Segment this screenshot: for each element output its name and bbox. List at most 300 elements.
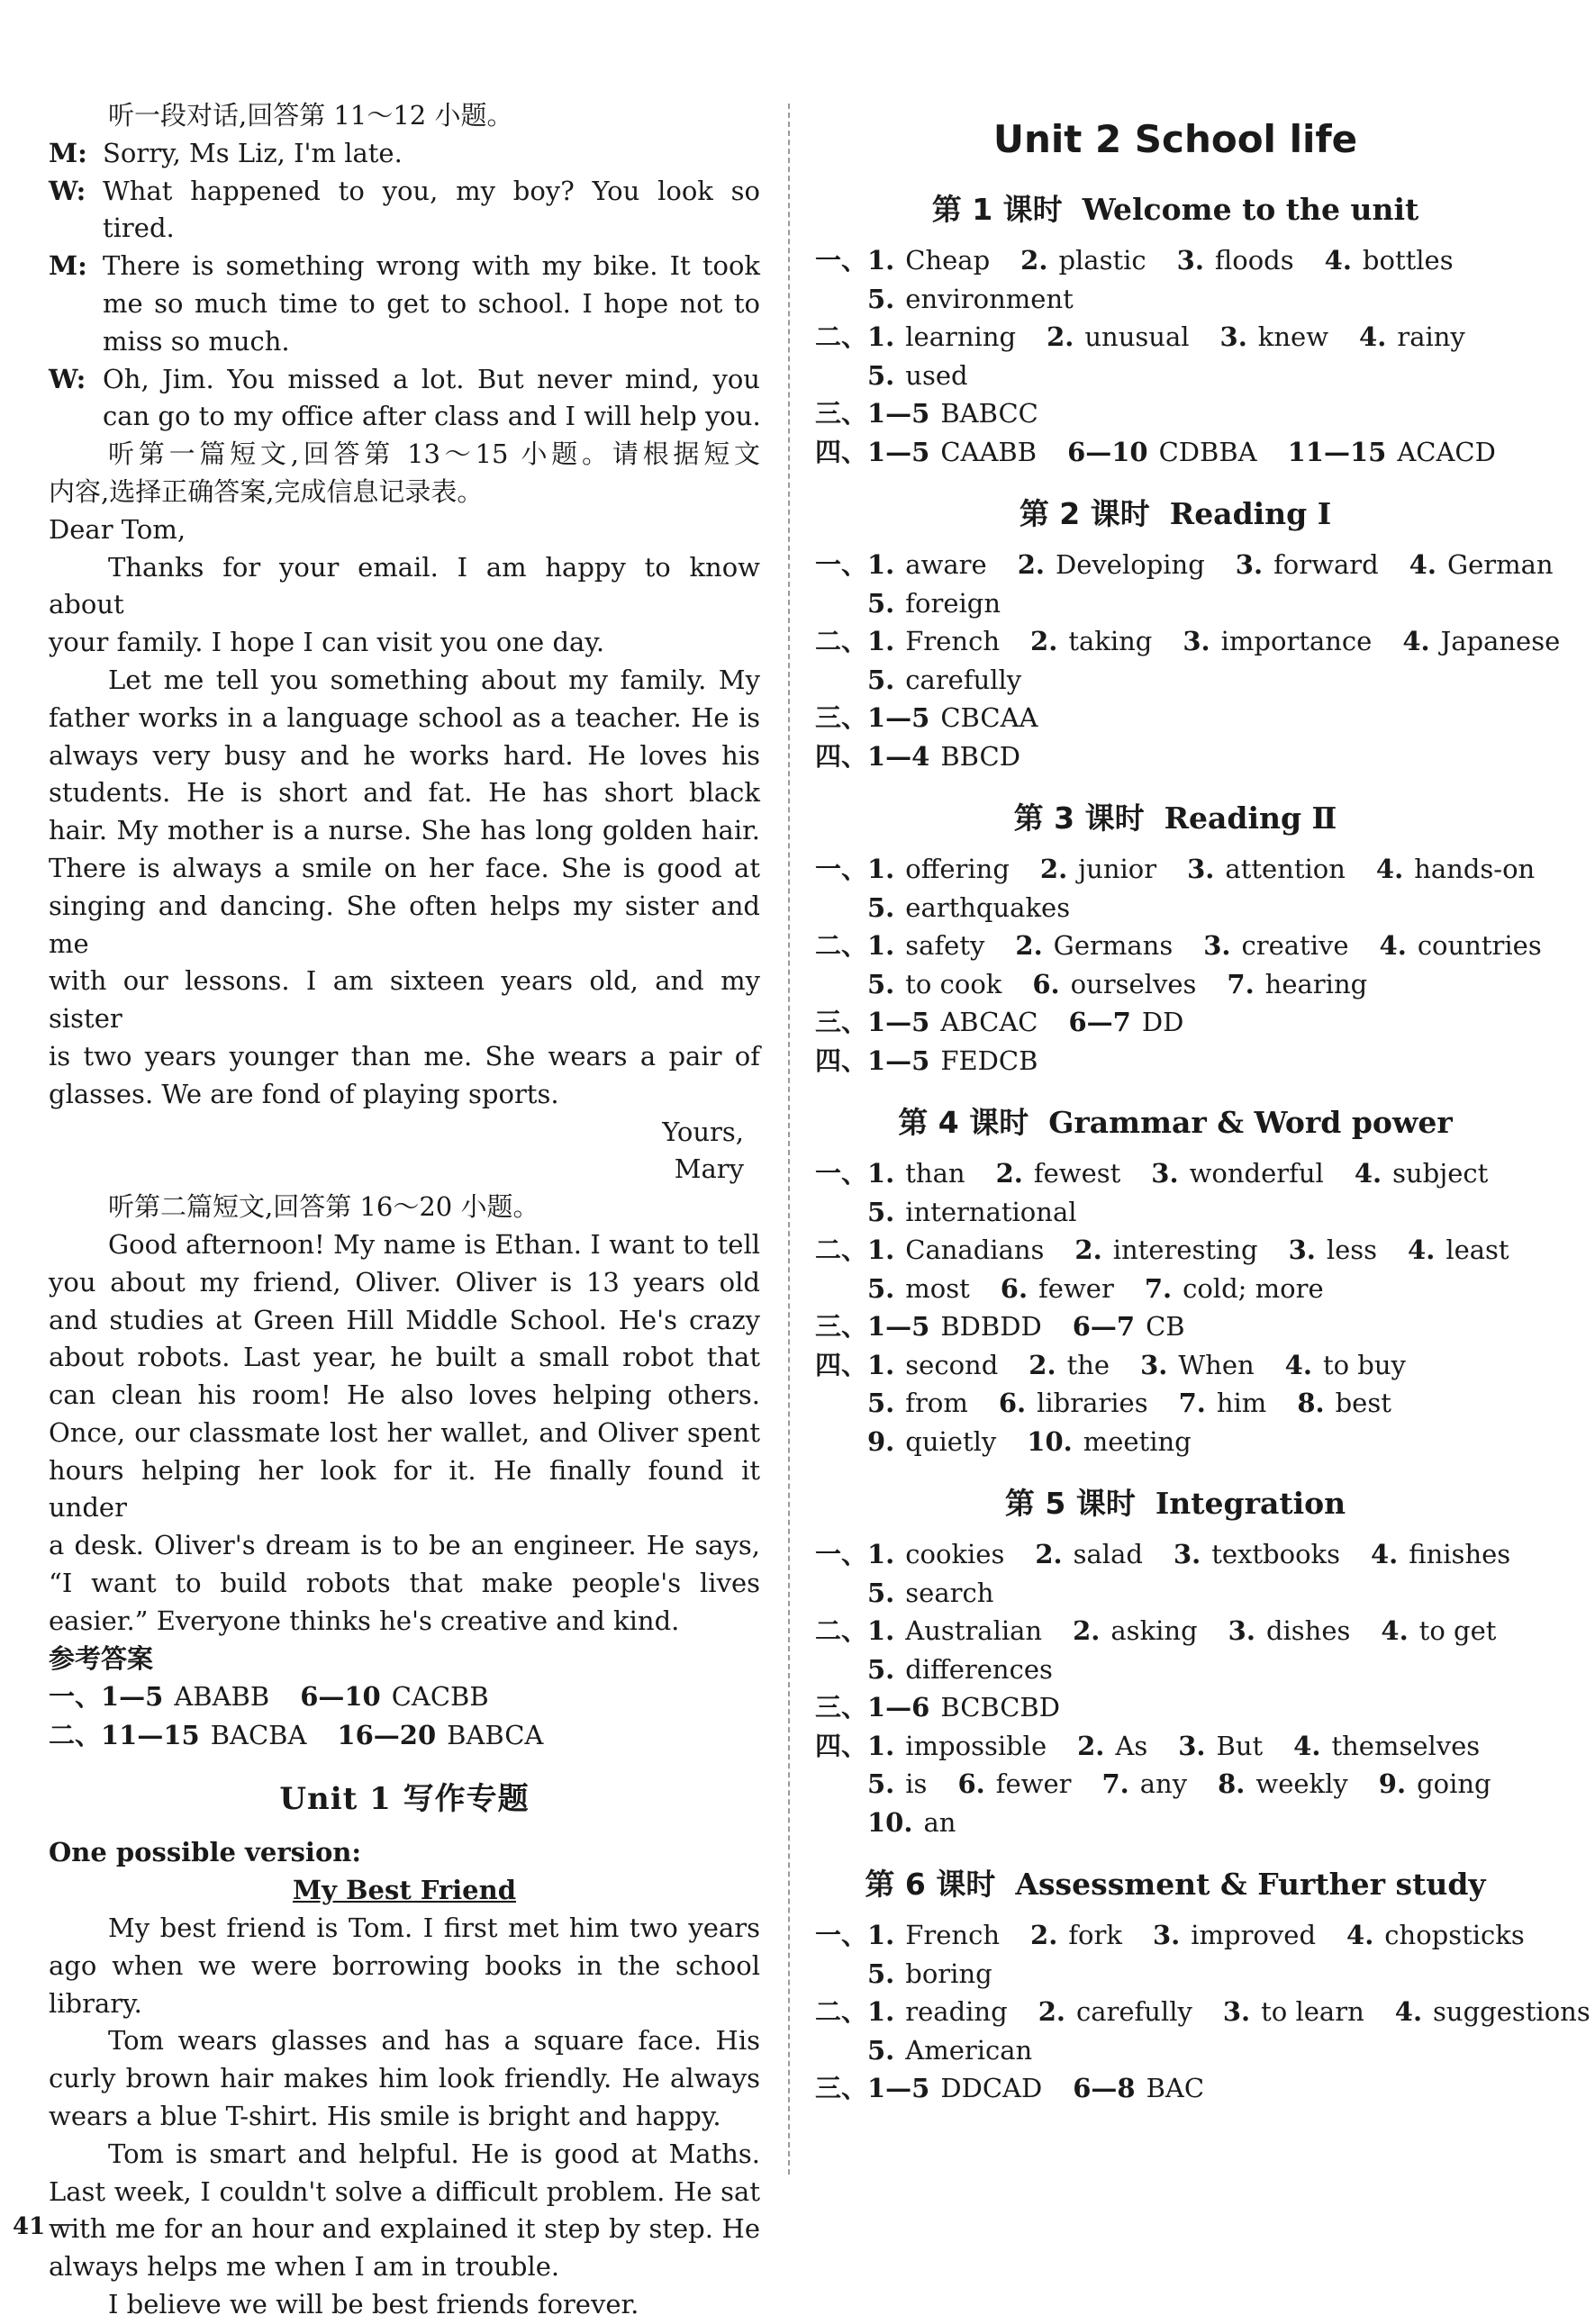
answer-value: environment (905, 283, 1074, 314)
answer-item (867, 1270, 970, 1308)
answer-value: American (905, 2034, 1033, 2066)
answer-item (1179, 1384, 1267, 1423)
answer-value: carefully (905, 664, 1022, 695)
answer-number: 9. (867, 1425, 895, 1457)
section-marker: 三、 (815, 1311, 868, 1342)
answer-number: 7. (1101, 1768, 1129, 1799)
section-marker: 一、 (815, 854, 868, 884)
answer-number: 2. (1035, 1539, 1063, 1569)
answer-number: 4. (1359, 321, 1387, 352)
answer-row (815, 1042, 1536, 1081)
section-marker: 三、 (815, 1692, 868, 1723)
answer-number: 1. (867, 626, 895, 656)
section-marker: 二、 (49, 1719, 102, 1750)
answer-number: 4. (1346, 1920, 1374, 1950)
answer-item (1140, 1346, 1255, 1385)
answer-value: ABCAC (940, 1007, 1038, 1037)
answer-value: is (905, 1768, 928, 1799)
answer-number: 2. (1047, 321, 1074, 352)
passage2-line: hours helping her look for it. He finally found it under (49, 1454, 760, 1524)
answer-value: CBCAA (940, 702, 1038, 733)
answer-number: 3. (1235, 549, 1264, 580)
letter-line: father works in a language school as a teacher. He is (49, 701, 760, 733)
answer-number: 3. (1178, 1730, 1206, 1761)
answer-item (1178, 1727, 1263, 1766)
answer-value: quietly (905, 1425, 997, 1457)
answer-number: 2. (1029, 1349, 1056, 1380)
answer-number: 5. (867, 1196, 895, 1227)
answer-item (1038, 1993, 1192, 2031)
answer-item (867, 661, 1021, 700)
speaker-label: M: (49, 137, 87, 168)
dialog-line (49, 323, 760, 361)
answer-item (867, 1916, 1000, 1955)
answer-item (867, 850, 1010, 889)
answer-item (867, 1955, 992, 1994)
answer-number: 10. (867, 1806, 913, 1838)
answer-item (1218, 1765, 1348, 1804)
answer-value: salad (1073, 1539, 1143, 1569)
answer-value: BBCD (940, 740, 1020, 772)
answer-number: 2. (1073, 1615, 1101, 1646)
essay-line: Tom wears glasses and has a square face. His (108, 2025, 760, 2057)
answer-item (1001, 1270, 1114, 1308)
answer-number: 5. (867, 359, 895, 391)
answer-value: going (1417, 1768, 1491, 1799)
answer-value: libraries (1037, 1388, 1148, 1418)
lesson-number: 第 4 课时 (898, 1105, 1029, 1140)
answer-number: 3. (1173, 1539, 1201, 1569)
answer-number: 4. (1379, 930, 1407, 961)
answer-item (1030, 622, 1152, 661)
answer-number: 1. (867, 321, 895, 352)
essay-line: Tom is smart and helpful. He is good at Maths. (108, 2138, 760, 2169)
answer-number: 3. (1203, 930, 1231, 961)
essay-title: My Best Friend (292, 1875, 516, 1906)
section-marker: 一、 (815, 1920, 868, 1950)
answer-item (1177, 241, 1294, 280)
answer-value: from (905, 1388, 968, 1418)
answer-value: used (905, 359, 968, 391)
answer-number: 3. (1140, 1349, 1168, 1380)
answer-value: dishes (1265, 1615, 1351, 1646)
answer-value: carefully (1075, 1996, 1192, 2027)
section-marker: 二、 (815, 1615, 868, 1646)
answer-number: 2. (1030, 1920, 1058, 1950)
speaker-label: W: (49, 363, 86, 394)
answer-number: 1. (867, 854, 895, 884)
answer-number: 11—15 (1287, 436, 1387, 467)
answer-number: 2. (1038, 1996, 1065, 2027)
answer-number: 5. (867, 1768, 895, 1799)
answer-item (867, 2069, 1042, 2108)
lesson-title (815, 491, 1536, 533)
answer-value: junior (1078, 854, 1157, 884)
answer-value: ABABB (174, 1681, 270, 1713)
answer-number: 1—5 (867, 702, 930, 733)
essay-line: Last week, I couldn't solve a difficult problem. He sat (49, 2175, 760, 2207)
letter-line: Thanks for your email. I am happy to know about (49, 551, 760, 620)
answer-number: 6. (1032, 968, 1060, 999)
answer-value: creative (1241, 930, 1349, 961)
lesson-name: Integration (1155, 1486, 1346, 1521)
section-marker: 一、 (815, 245, 868, 276)
answer-number: 2. (1020, 245, 1048, 276)
answer-value: than (905, 1158, 965, 1189)
passage2-line: Good afternoon! My name is Ethan. I want to tell (108, 1228, 760, 1260)
answer-item (300, 1677, 489, 1716)
answer-value: to learn (1261, 1996, 1364, 2027)
answer-item (1409, 546, 1554, 584)
answer-item (867, 1042, 1038, 1081)
answer-row (815, 1193, 1536, 1232)
left-column (49, 97, 760, 2324)
answer-item (1289, 1231, 1377, 1270)
passage2-line: a desk. Oliver's dream is to be an engineer. He says, (49, 1530, 760, 1561)
answer-number: 1—5 (867, 398, 930, 429)
letter-line: There is always a smile on her face. She is good at (49, 852, 760, 883)
letter-line: your family. I hope I can visit you one day. (49, 627, 605, 658)
answer-row (815, 1727, 1536, 1766)
speaker-label: M: (49, 250, 87, 282)
answer-value: plastic (1058, 245, 1146, 276)
answer-number: 6. (1000, 1272, 1029, 1304)
answer-row (815, 927, 1542, 965)
answer-item (101, 1677, 269, 1716)
section-marker: 四、 (815, 1044, 868, 1076)
answer-number: 6—10 (1067, 436, 1148, 467)
answer-row (815, 622, 1561, 661)
answer-item (867, 1384, 968, 1423)
answer-number: 4. (1408, 1234, 1436, 1265)
answer-number: 7. (1227, 968, 1255, 999)
answer-item (867, 1231, 1044, 1270)
section-marker: 三、 (815, 2073, 868, 2103)
answer-item (999, 1384, 1148, 1423)
page-number-dash (52, 2224, 74, 2226)
passage2-line: you about my friend, Oliver. Oliver is 13 years old (49, 1266, 760, 1298)
essay-line: with me for an hour and explained it step by step. He (49, 2213, 760, 2245)
answer-number: 1—5 (867, 2073, 930, 2103)
essay-line: always helps me when I am in trouble. (49, 2251, 560, 2283)
answer-value: earthquakes (905, 891, 1071, 923)
letter-signature: Mary (674, 1153, 744, 1185)
answer-value: any (1139, 1768, 1188, 1799)
answer-row (815, 1650, 1536, 1689)
dialog-text: tired. (103, 213, 175, 244)
answer-item (1236, 546, 1379, 584)
lesson-title (815, 186, 1536, 229)
answer-item (1074, 1231, 1257, 1270)
answer-value: fork (1068, 1920, 1122, 1950)
answer-row (815, 1346, 1536, 1385)
answer-number: 1. (867, 1920, 895, 1950)
essay-line: I believe we will be best friends forever. (108, 2289, 639, 2320)
letter-line: Let me tell you something about my family. My (108, 664, 760, 695)
answer-value: to buy (1322, 1349, 1406, 1380)
unit2-title: Unit 2 School life (992, 117, 1358, 161)
answer-value: fewest (1033, 1158, 1121, 1189)
answer-value: ourselves (1070, 968, 1197, 999)
answer-number: 5. (867, 1388, 895, 1418)
speaker-label: W: (49, 175, 86, 206)
lesson-title (815, 1099, 1536, 1142)
section-marker: 二、 (815, 321, 868, 352)
answer-item (867, 889, 1070, 927)
dialog-intro: 听一段对话,回答第 11～12 小题。 (108, 100, 513, 131)
answer-value: to cook (905, 968, 1002, 999)
answer-item (1101, 1765, 1187, 1804)
section-marker: 二、 (815, 1234, 868, 1265)
answer-number: 3. (1176, 245, 1204, 276)
answer-number: 4. (1394, 1996, 1423, 2027)
answer-value: rainy (1397, 321, 1465, 352)
answer-row (815, 280, 1536, 319)
page-number: 41 (13, 2213, 46, 2240)
answer-item (867, 737, 1020, 776)
answer-item (1018, 546, 1205, 584)
answer-item (1151, 1154, 1324, 1193)
answer-row (815, 1307, 1536, 1346)
answer-value: taking (1068, 626, 1153, 656)
answer-item (1376, 850, 1535, 889)
answer-row (815, 1154, 1536, 1193)
answer-row (815, 699, 1536, 737)
dialog-text: There is something wrong with my bike. It took (103, 250, 760, 282)
answer-value: ACACD (1397, 436, 1496, 467)
answer-number: 1—5 (867, 1007, 930, 1037)
answer-row (815, 2031, 1536, 2070)
answer-value: But (1216, 1730, 1264, 1761)
answer-value: most (905, 1272, 970, 1304)
passage1-intro: 内容,选择正确答案,完成信息记录表。 (49, 475, 484, 507)
answer-item (1293, 1727, 1480, 1766)
answer-value: offering (905, 854, 1010, 884)
answer-item (1032, 965, 1196, 1004)
answer-item (1073, 1307, 1185, 1346)
passage2-line: “I want to build robots that make people's lives (49, 1568, 760, 1599)
answer-item (1073, 1612, 1198, 1650)
dialog-line (49, 248, 760, 285)
essay-line: My best friend is Tom. I first met him two years (108, 1913, 760, 1944)
answer-number: 1. (867, 549, 895, 580)
answer-item (1174, 1535, 1340, 1574)
answer-number: 4. (1284, 1349, 1312, 1380)
answer-item (1027, 1423, 1191, 1461)
lesson-name: Welcome to the unit (1082, 192, 1419, 227)
dialog-text: can go to my office after class and I will help you. (103, 401, 761, 432)
letter-line: always very busy and he works hard. He loves his (49, 739, 760, 771)
section-marker: 二、 (815, 626, 868, 656)
answer-value: unusual (1084, 321, 1190, 352)
answer-number: 4. (1370, 1539, 1399, 1569)
answer-number: 1—4 (867, 740, 930, 772)
dialog-text: What happened to you, my boy? You look so (103, 175, 760, 206)
letter-closing: Yours, (662, 1116, 744, 1147)
answer-number: 5. (867, 1653, 895, 1685)
answer-row (815, 546, 1554, 584)
answer-number: 8. (1297, 1388, 1325, 1418)
answer-row (815, 1270, 1536, 1308)
answer-number: 4. (1409, 549, 1436, 580)
answer-item (1402, 622, 1560, 661)
answer-number: 3. (1187, 854, 1215, 884)
essay-line: library. (49, 1987, 142, 2019)
answer-number: 7. (1144, 1272, 1173, 1304)
answer-number: 9. (1378, 1768, 1407, 1799)
answer-item (867, 1423, 996, 1461)
answer-value: importance (1220, 626, 1373, 656)
answer-item (1077, 1727, 1147, 1766)
answer-value: suggestions (1433, 1996, 1590, 2027)
answer-number: 1—5 (867, 1311, 930, 1342)
answer-row (815, 965, 1536, 1004)
answer-item (867, 1307, 1042, 1346)
answer-value: fewer (1038, 1272, 1114, 1304)
answer-row (815, 1423, 1536, 1461)
answer-value: textbooks (1211, 1539, 1340, 1569)
lesson-name: Reading Ⅰ (1169, 496, 1332, 531)
answer-number: 2. (1017, 549, 1045, 580)
reference-answers-title: 参考答案 (49, 1642, 154, 1674)
answer-row (815, 1574, 1536, 1613)
answer-row (815, 1804, 1536, 1842)
lesson-name: Assessment & Further study (1015, 1867, 1486, 1902)
answer-value: an (923, 1806, 956, 1838)
answer-item (867, 1574, 993, 1613)
answer-number: 5. (867, 2034, 895, 2066)
answer-item (1073, 2069, 1204, 2108)
answer-item (867, 280, 1074, 319)
answer-value: fewer (995, 1768, 1072, 1799)
passage2-line: easier.” Everyone thinks he's creative and kind. (49, 1605, 680, 1636)
answer-number: 4. (1354, 1158, 1382, 1189)
answer-number: 2. (995, 1158, 1023, 1189)
answer-number: 5. (867, 587, 895, 619)
answer-value: CAABB (940, 436, 1038, 467)
answer-item (101, 1716, 306, 1755)
answer-value: countries (1417, 930, 1542, 961)
section-marker: 二、 (815, 1996, 868, 2027)
answer-value: learning (905, 321, 1017, 352)
section-marker: 三、 (815, 398, 868, 429)
section-marker: 四、 (815, 1730, 868, 1761)
answer-item (1288, 433, 1496, 472)
answer-value: reading (905, 1996, 1008, 2027)
answer-number: 3. (1288, 1234, 1316, 1265)
answer-value: him (1216, 1388, 1267, 1418)
answer-item (1223, 1993, 1364, 2031)
answer-number: 2. (1074, 1234, 1102, 1265)
answer-item (867, 546, 987, 584)
answer-item (867, 1612, 1042, 1650)
section-marker: 四、 (815, 740, 868, 772)
answer-item (867, 241, 990, 280)
answer-value: international (905, 1196, 1077, 1227)
answer-number: 6. (998, 1388, 1027, 1418)
answer-number: 4. (1402, 626, 1430, 656)
answer-number: 3. (1183, 626, 1210, 656)
answer-item (1020, 241, 1146, 280)
unit1-title: Unit 1 写作专题 (279, 1781, 530, 1818)
answer-item (1203, 927, 1348, 965)
answer-number: 3. (1219, 321, 1247, 352)
answer-item (1228, 1612, 1351, 1650)
answer-item (1153, 1916, 1316, 1955)
answer-row (815, 661, 1536, 700)
answer-item (1325, 241, 1454, 280)
lesson-number: 第 1 课时 (931, 192, 1063, 227)
answer-number: 5. (867, 283, 895, 314)
answer-number: 2. (1077, 1730, 1105, 1761)
answer-item (867, 1193, 1077, 1232)
answer-value: When (1178, 1349, 1255, 1380)
answer-number: 1. (867, 1730, 895, 1761)
answer-value: CB (1146, 1311, 1185, 1342)
answer-item (1040, 850, 1156, 889)
answer-value: BDBDD (940, 1311, 1042, 1342)
answer-row (815, 584, 1536, 623)
letter-line: is two years younger than me. She wears a pair of (49, 1040, 760, 1072)
answer-item (1067, 433, 1257, 472)
answer-row (815, 1765, 1536, 1804)
answer-value: least (1445, 1234, 1509, 1265)
answer-value: foreign (905, 587, 1001, 619)
answer-item (1355, 1154, 1488, 1193)
column-divider (788, 104, 790, 2175)
section-marker: 四、 (815, 1349, 868, 1380)
section-marker: 一、 (815, 1539, 868, 1569)
answer-number: 6—8 (1073, 2073, 1136, 2103)
answer-value: cookies (905, 1539, 1005, 1569)
answer-number: 3. (1151, 1158, 1179, 1189)
answer-value: meeting (1083, 1425, 1192, 1457)
lesson-title (815, 1861, 1536, 1904)
answer-number: 6—7 (1068, 1007, 1131, 1037)
answer-number: 4. (1324, 245, 1352, 276)
answer-number: 1. (867, 1234, 895, 1265)
answer-item (1030, 1916, 1122, 1955)
answer-item (867, 927, 984, 965)
answer-value: Australian (905, 1615, 1043, 1646)
answer-value: Canadians (905, 1234, 1045, 1265)
answer-row (815, 1003, 1536, 1042)
answer-number: 6—10 (300, 1681, 381, 1713)
section-marker: 三、 (815, 1007, 868, 1037)
answer-item (867, 1804, 956, 1842)
lesson-number: 第 3 课时 (1013, 800, 1145, 836)
answer-value: forward (1273, 549, 1379, 580)
answer-row (815, 2069, 1536, 2108)
answer-value: search (905, 1577, 994, 1608)
answer-value: French (905, 1920, 1001, 1950)
answer-row (815, 241, 1536, 280)
dialog-text: miss so much. (103, 325, 290, 357)
answer-item (1346, 1916, 1525, 1955)
answer-item (1015, 927, 1173, 965)
answer-number: 3. (1222, 1996, 1251, 2027)
answer-value: impossible (905, 1730, 1047, 1761)
section-marker: 一、 (815, 1158, 868, 1189)
answer-number: 5. (867, 664, 895, 695)
dialog-line (49, 173, 760, 211)
answer-value: German (1446, 549, 1554, 580)
passage2-line: about robots. Last year, he built a small robot that (49, 1342, 760, 1373)
answer-value: Japanese (1440, 626, 1561, 656)
answer-row (815, 1993, 1590, 2031)
answer-value: BABCA (447, 1719, 544, 1750)
dialog-text: me so much time to get to school. I hope not to (103, 287, 760, 319)
